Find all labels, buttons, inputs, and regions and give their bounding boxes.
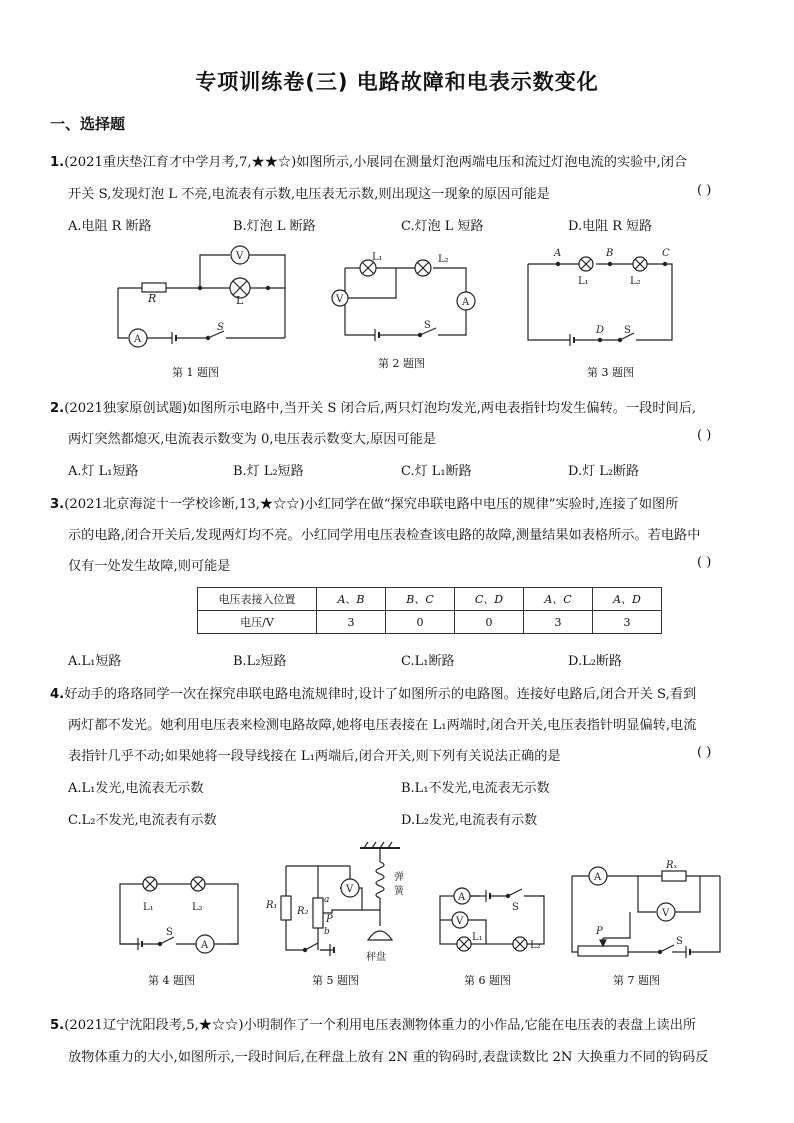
q2-option-b: B.灯 L₂短路 <box>233 464 304 479</box>
question-3-number: 3. <box>50 497 65 512</box>
svg-text:秤盘: 秤盘 <box>366 952 386 963</box>
question-5-line-2: 放物体重力的大小,如图所示,一段时间后,在秤盘上放有 2N 重的钩码时,表盘读数比 2N 大换重力不同的钩码反 <box>68 1050 709 1065</box>
svg-text:A: A <box>554 248 562 259</box>
q4-option-a: A.L₁发光,电流表无示数 <box>68 781 204 796</box>
svg-text:V: V <box>456 916 464 927</box>
svg-text:P: P <box>326 914 333 925</box>
figure-4-circuit <box>120 877 238 953</box>
figure-1-caption: 第 1 题图 <box>172 366 219 379</box>
q3-option-d: D.L₂断路 <box>568 654 622 669</box>
svg-text:Rₓ: Rₓ <box>666 860 678 871</box>
svg-text:L₁: L₁ <box>143 902 154 913</box>
answer-blank-4: ( ) <box>697 745 712 760</box>
svg-text:R₁: R₁ <box>266 900 278 911</box>
svg-text:S: S <box>166 927 173 938</box>
svg-text:V: V <box>336 294 344 305</box>
figure-5-circuit <box>265 842 405 963</box>
question-5-line-1: 5.(2021辽宁沈阳段考,5,★☆☆)小明制作了一个利用电压表测物体重力的小作品,它能在电压表的表盘上读出所 <box>50 1018 697 1033</box>
answer-blank-2: ( ) <box>697 428 712 443</box>
question-3-line-2: 示的电路,闭合开关后,发现两灯均不亮。小红同学用电压表检查该电路的故障,测量结果如表格所示。若电路中 <box>68 528 701 543</box>
svg-text:V: V <box>662 908 670 919</box>
figure-2-circuit <box>332 252 475 341</box>
q4-option-d: D.L₂发光,电流表有示数 <box>401 813 538 828</box>
figure-1-circuit <box>118 246 285 347</box>
question-4-line-2: 两灯都不发光。她利用电压表来检测电路故障,她将电压表接在 L₁两端时,闭合开关,电压表指针明显偏转,电流 <box>68 718 697 733</box>
svg-text:B: B <box>606 248 614 259</box>
figure-2-caption: 第 2 题图 <box>378 357 425 370</box>
q3-option-a: A.L₁短路 <box>68 654 122 669</box>
svg-text:L₁: L₁ <box>578 276 589 287</box>
answer-blank-3: ( ) <box>697 555 712 570</box>
svg-text:A: A <box>134 334 142 345</box>
svg-text:L₁: L₁ <box>372 252 383 263</box>
svg-text:S: S <box>624 325 631 336</box>
question-1-line-1: 1.(2021重庆垫江育才中学月考,7,★★☆)如图所示,小展同在测量灯泡两端电压和流过灯泡电流的实验中,闭合 <box>50 155 688 170</box>
table-cell: 0 <box>386 611 455 634</box>
table-col-header: B、C <box>386 588 455 611</box>
svg-text:b: b <box>324 927 330 937</box>
svg-text:S: S <box>512 902 519 913</box>
table-col-header: A、C <box>524 588 593 611</box>
table-row-label: 电压/V <box>198 611 317 634</box>
svg-text:V: V <box>346 884 354 895</box>
question-3-line-1: 3.(2021北京海淀十一学校诊断,13,★☆☆)小红同学在做“探究串联电路中电压的规律”实验时,连接了如图所 <box>50 497 679 512</box>
svg-text:簧: 簧 <box>394 886 404 897</box>
table-cell: 3 <box>524 611 593 634</box>
section-heading: 一、选择题 <box>50 115 126 133</box>
figure-7-circuit <box>572 860 720 958</box>
question-2-line-2: 两灯突然都熄灭,电流表示数变为 0,电压表示数变大,原因可能是 <box>68 432 437 447</box>
question-2-line-1: 2.(2021独家原创试题)如图所示电路中,当开关 S 闭合后,两只灯泡均发光,两电表指针均发生偏转。一段时间后, <box>50 401 697 416</box>
svg-text:A: A <box>458 892 466 903</box>
svg-text:C: C <box>662 248 670 259</box>
svg-text:L₂: L₂ <box>192 902 203 913</box>
svg-text:S: S <box>424 320 431 331</box>
svg-text:D: D <box>596 325 605 336</box>
svg-text:a: a <box>324 895 330 905</box>
q3-option-c: C.L₁断路 <box>401 654 455 669</box>
q3-option-b: B.L₂短路 <box>233 654 287 669</box>
svg-text:R₂: R₂ <box>297 906 309 917</box>
voltage-table <box>197 587 662 634</box>
q1-option-c: C.灯泡 L 短路 <box>401 219 484 234</box>
q1-option-d: D.电阻 R 短路 <box>568 219 653 234</box>
table-row <box>198 611 662 634</box>
table-header-cell: 电压表接入位置 <box>198 588 317 611</box>
figure-6-circuit <box>440 888 544 951</box>
q2-option-d: D.灯 L₂断路 <box>568 464 640 479</box>
question-5-number: 5. <box>50 1018 65 1033</box>
figure-6-caption: 第 6 题图 <box>464 974 511 987</box>
svg-text:L₂: L₂ <box>630 276 641 287</box>
question-1-number: 1. <box>50 155 65 170</box>
q4-option-c: C.L₂不发光,电流表有示数 <box>68 813 217 828</box>
question-4-number: 4. <box>50 687 65 702</box>
table-cell: 0 <box>455 611 524 634</box>
figure-3-circuit <box>528 248 672 346</box>
svg-text:S: S <box>676 936 683 947</box>
circuit-figures-row-1 <box>100 240 700 360</box>
question-3-line-3: 仅有一处发生故障,则可能是 <box>68 559 231 574</box>
q2-option-a: A.灯 L₁短路 <box>68 464 139 479</box>
svg-text:L: L <box>236 294 244 307</box>
figure-4-caption: 第 4 题图 <box>148 974 195 987</box>
q4-option-b: B.L₁不发光,电流表无示数 <box>401 781 550 796</box>
question-1-line-2: 开关 S,发现灯泡 L 不亮,电流表有示数,电压表无示数,则出现这一现象的原因可能是 <box>68 187 550 202</box>
answer-blank-1: ( ) <box>697 183 712 198</box>
svg-text:L₂: L₂ <box>438 254 449 265</box>
svg-text:A: A <box>201 940 209 951</box>
svg-text:L₂: L₂ <box>530 940 541 951</box>
svg-text:弹: 弹 <box>394 872 404 883</box>
q1-option-a: A.电阻 R 断路 <box>68 219 152 234</box>
table-row <box>198 588 662 611</box>
q2-option-c: C.灯 L₁断路 <box>401 464 472 479</box>
figure-7-caption: 第 7 题图 <box>613 974 660 987</box>
svg-text:P: P <box>596 926 603 937</box>
question-4-line-3: 表指针几乎不动;如果她将一段导线接在 L₁两端后,闭合开关,则下列有关说法正确的是 <box>68 749 561 764</box>
svg-text:R: R <box>148 292 157 305</box>
question-4-line-1: 4.好动手的珞珞同学一次在探究串联电路电流规律时,设计了如图所示的电路图。连接好电路后,闭合开关 S,看到 <box>50 687 697 702</box>
figure-3-caption: 第 3 题图 <box>587 366 634 379</box>
table-col-header: A、D <box>593 588 662 611</box>
circuit-figures-row-2 <box>100 840 730 970</box>
svg-text:S: S <box>217 322 224 333</box>
figure-5-caption: 第 5 题图 <box>312 974 359 987</box>
svg-text:L₁: L₁ <box>472 932 483 943</box>
svg-text:A: A <box>462 297 470 308</box>
table-col-header: A、B <box>317 588 386 611</box>
svg-text:A: A <box>594 872 602 883</box>
table-cell: 3 <box>317 611 386 634</box>
svg-text:V: V <box>236 251 244 262</box>
table-cell: 3 <box>593 611 662 634</box>
page-title: 专项训练卷(三) 电路故障和电表示数变化 <box>195 70 599 94</box>
q1-option-b: B.灯泡 L 断路 <box>233 219 316 234</box>
table-col-header: C、D <box>455 588 524 611</box>
question-2-number: 2. <box>50 401 65 416</box>
